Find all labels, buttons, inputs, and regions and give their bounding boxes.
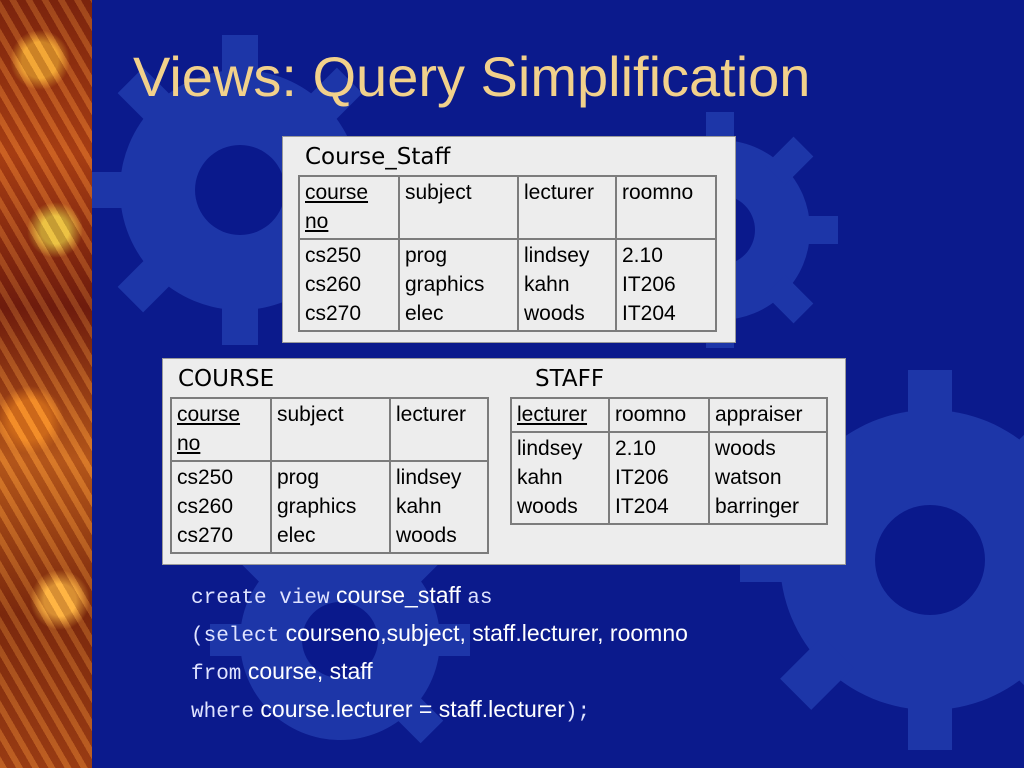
course-label: COURSE (178, 366, 275, 392)
data-cell: woods watson barringer (709, 432, 827, 524)
data-cell: cs250 cs260 cs270 (171, 461, 271, 553)
table-header-row (299, 176, 716, 239)
course-table (170, 397, 489, 554)
data-cell: prog graphics elec (271, 461, 390, 553)
header-cell: roomno (616, 176, 716, 239)
data-cell: lindsey kahn woods (390, 461, 488, 553)
course-staff-table (298, 175, 717, 332)
course-staff-label: Course_Staff (305, 144, 451, 170)
header-cell: course no (171, 398, 271, 461)
header-cell: lecturer (390, 398, 488, 461)
header-cell: subject (399, 176, 518, 239)
sql-line-4: where course.lecturer = staff.lecturer); (191, 696, 591, 724)
data-cell: prog graphics elec (399, 239, 518, 331)
table-row (511, 432, 827, 524)
header-cell: roomno (609, 398, 709, 432)
table-header-row (171, 398, 488, 461)
header-cell: appraiser (709, 398, 827, 432)
data-cell: cs250 cs260 cs270 (299, 239, 399, 331)
table-row (171, 461, 488, 553)
sql-line-1: create view course_staff as (191, 582, 493, 610)
header-cell: course no (299, 176, 399, 239)
header-cell: lecturer (511, 398, 609, 432)
sql-line-3: from course, staff (191, 658, 373, 686)
sql-line-2: (select courseno,subject, staff.lecturer, roomno (191, 620, 688, 648)
header-cell: subject (271, 398, 390, 461)
header-cell: lecturer (518, 176, 616, 239)
data-cell: lindsey kahn woods (511, 432, 609, 524)
decorative-side-strip (0, 0, 92, 768)
table-header-row (511, 398, 827, 432)
data-cell: 2.10 IT206 IT204 (609, 432, 709, 524)
table-row (299, 239, 716, 331)
sql-statement (191, 578, 688, 730)
slide-title: Views: Query Simplification (133, 45, 811, 108)
data-cell: 2.10 IT206 IT204 (616, 239, 716, 331)
data-cell: lindsey kahn woods (518, 239, 616, 331)
staff-label: STAFF (535, 366, 605, 392)
staff-table (510, 397, 828, 525)
